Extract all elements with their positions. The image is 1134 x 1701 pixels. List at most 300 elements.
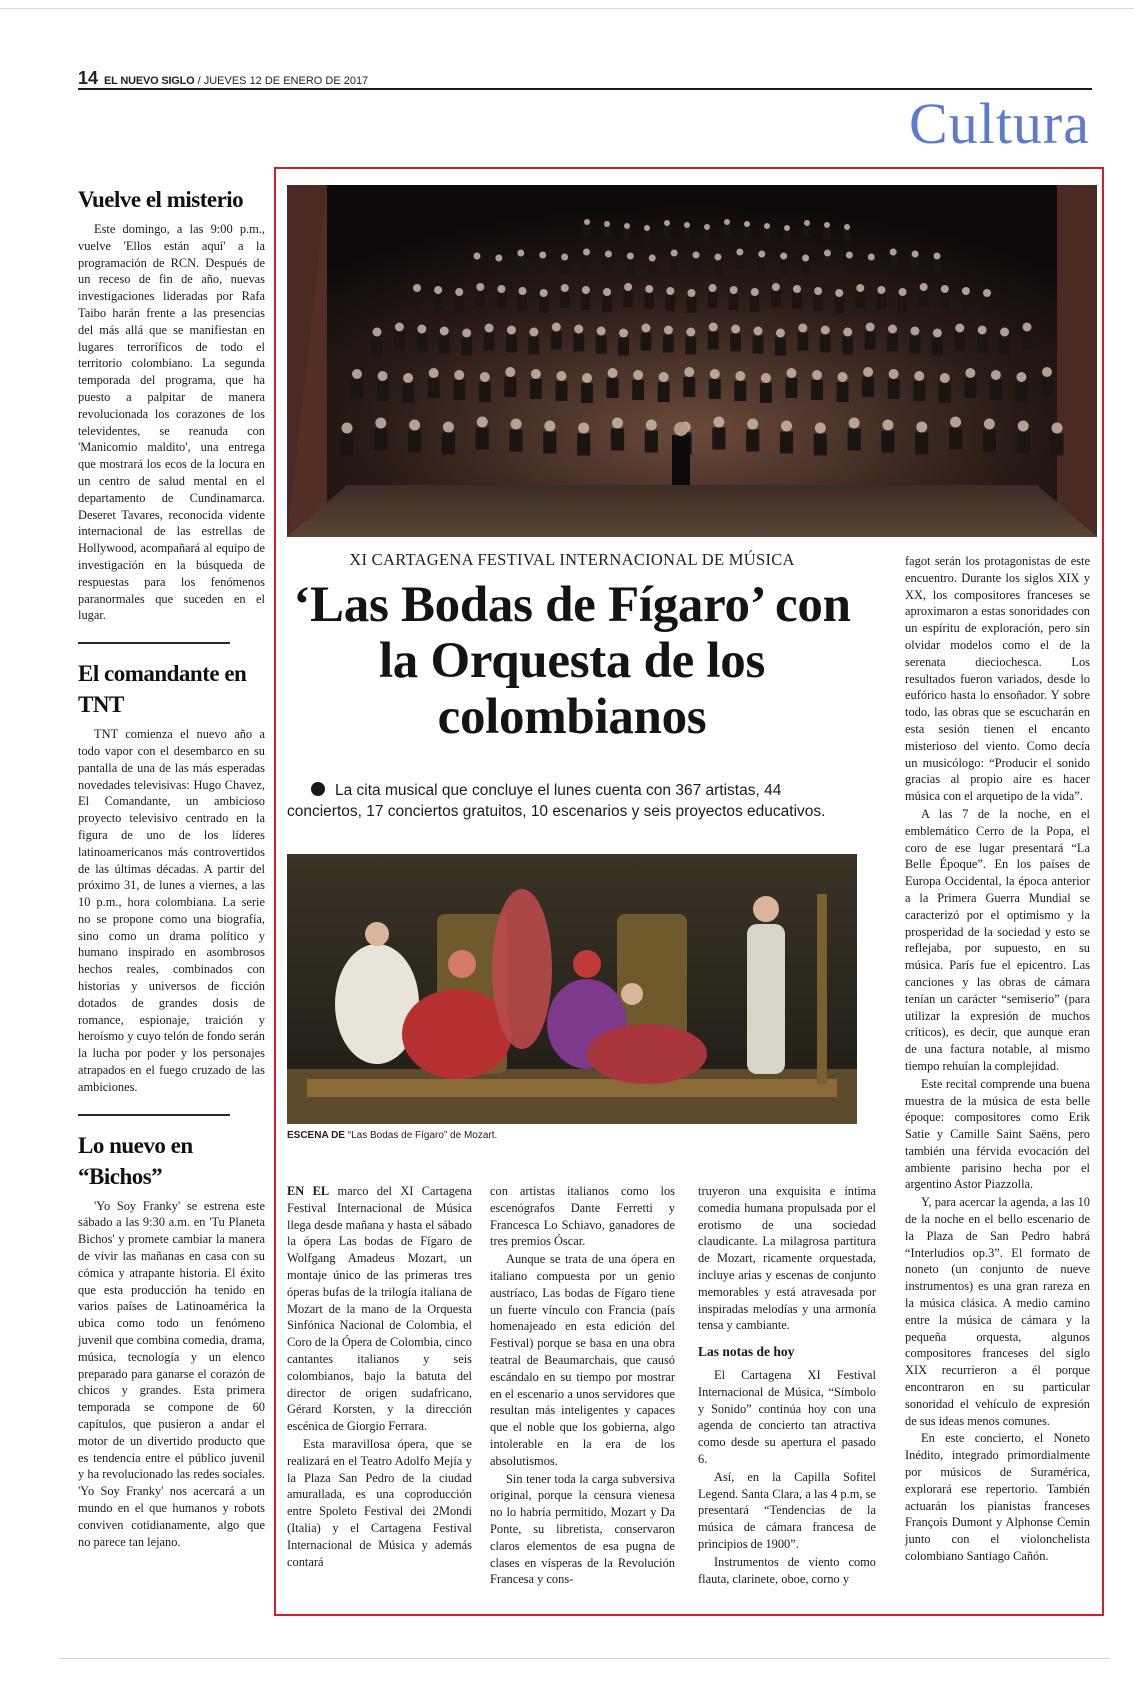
- musician-figure: [898, 296, 908, 312]
- musician-head: [812, 370, 822, 380]
- musician-figure: [877, 294, 887, 310]
- musician-figure: [663, 335, 674, 353]
- paragraph: Instrumentos de viento como flauta, clarinete, oboe, corno y: [698, 1554, 876, 1586]
- musician-figure: [845, 259, 853, 273]
- musician-head: [403, 373, 413, 383]
- musician-head: [687, 289, 695, 297]
- musician-figure: [632, 380, 644, 400]
- musician-figure: [351, 379, 363, 399]
- musician-head: [664, 326, 673, 335]
- musician-head: [780, 253, 787, 260]
- musician-head: [693, 252, 700, 259]
- musician-head: [889, 369, 899, 379]
- musician-figure: [1041, 377, 1053, 397]
- musician-head: [440, 327, 449, 336]
- musician-figure: [734, 381, 746, 401]
- page-number: 14: [78, 68, 99, 88]
- musician-head: [1023, 323, 1032, 332]
- brief-body: TNT comienza el nuevo año a todo vapor con el desembarco en su pantalla de una de las más esperadas novedades televisivas: Hugo Chavez, El Comandante, un ambicioso proyecto televisivo centrado en la figura de uno de los líderes latinoamericanos más controvertidos de las últimas décadas. A partir del próximo 31, de lunes a viernes, a las 10 p.m., hora colombiana. La serie no se propone como una biografía, sino como un drama político y humano inspirado en asombrosos hechos reales, combinados con historias y universos de ficción dotados de grandes dosis de romance, espionaje, traición y heroísmo y cuyo telón de fondo serán la lucha por poder y los personajes atrapados en el fuego cruzado de las ambiciones.: [78, 727, 265, 1094]
- musician-figure: [1050, 434, 1063, 456]
- musician-head: [480, 372, 490, 382]
- musician-head: [1018, 421, 1029, 432]
- musician-head: [899, 288, 907, 296]
- musician-figure: [780, 432, 793, 454]
- article-column-1: [287, 1183, 472, 1570]
- article-deck: [287, 780, 857, 822]
- brief-lo-nuevo-en-bichos: [78, 1130, 265, 1551]
- musician-figure: [915, 433, 928, 455]
- musician-head: [781, 421, 792, 432]
- musician-figure: [982, 297, 992, 313]
- musician-head: [686, 328, 695, 337]
- musician-figure: [687, 297, 697, 313]
- musician-figure: [573, 334, 584, 352]
- musician-head: [574, 325, 583, 334]
- musician-figure: [412, 292, 422, 308]
- musician-figure: [618, 338, 629, 356]
- musician-figure: [708, 292, 718, 308]
- musician-head: [776, 329, 785, 338]
- musician-figure: [750, 296, 760, 312]
- musician-figure: [1022, 332, 1033, 350]
- musician-head: [735, 371, 745, 381]
- orchestra-photo: [287, 185, 1097, 537]
- musician-figure: [881, 431, 894, 453]
- musician-figure: [611, 429, 624, 451]
- musician-figure: [862, 377, 874, 397]
- musician-head: [485, 324, 494, 333]
- musician-figure: [940, 293, 950, 309]
- musician-head: [645, 285, 653, 293]
- musician-figure: [888, 379, 900, 399]
- musician-figure: [708, 332, 719, 350]
- musician-head: [704, 224, 710, 230]
- musician-head: [443, 422, 454, 433]
- musician-head: [477, 417, 488, 428]
- musician-figure: [408, 431, 421, 453]
- musician-figure: [1017, 432, 1030, 454]
- musician-head: [684, 367, 694, 377]
- musician-figure: [560, 261, 568, 275]
- musician-head: [633, 370, 643, 380]
- musician-figure: [518, 295, 528, 311]
- musician-head: [843, 328, 852, 337]
- musician-figure: [461, 338, 472, 356]
- opera-scene-photo: [287, 854, 857, 1124]
- musician-head: [495, 255, 502, 262]
- musician-head: [802, 255, 809, 262]
- musician-figure: [785, 378, 797, 398]
- orchestra-photo-image: [287, 185, 1097, 537]
- musician-figure: [454, 296, 464, 312]
- paragraph: Sin tener toda la carga subversiva original, porque la censura vienesa no lo habría permitido, Mozart y Da Ponte, su libretista, conservaron claros elementos de esa pugna de clases en vísperas de la Revolución Francesa y cons-: [490, 1471, 675, 1587]
- brief-separator: [78, 1114, 230, 1116]
- musician-figure: [949, 428, 962, 450]
- musician-figure: [743, 227, 750, 239]
- musician-figure: [933, 260, 941, 274]
- musician-head: [582, 373, 592, 383]
- musician-head: [709, 284, 717, 292]
- musician-figure: [867, 261, 875, 275]
- musician-figure: [476, 428, 489, 450]
- musician-head: [373, 328, 382, 337]
- musician-figure: [848, 429, 861, 451]
- musician-figure: [644, 293, 654, 309]
- musician-figure: [856, 292, 866, 308]
- musician-head: [605, 251, 612, 258]
- musician-head: [476, 283, 484, 291]
- musician-head: [666, 287, 674, 295]
- musician-head: [619, 329, 628, 338]
- musician-head: [920, 283, 928, 291]
- musician-figure: [983, 430, 996, 452]
- musician-head: [758, 251, 765, 258]
- musician-figure: [837, 382, 849, 402]
- paragraph: El Cartagena XI Festival Internacional de Música, “Símbolo y Sonido” continúa hoy con una agenda de concierto tan atractiva como desde su apertura el pasado 6.: [698, 1367, 876, 1466]
- musician-figure: [723, 225, 730, 237]
- musician-figure: [623, 229, 630, 241]
- musician-head: [624, 283, 632, 291]
- musician-figure: [539, 259, 547, 273]
- musician-head: [644, 225, 650, 231]
- musician-figure: [771, 291, 781, 307]
- musician-figure: [1015, 382, 1027, 402]
- musician-figure: [709, 379, 721, 399]
- musician-head: [583, 249, 590, 256]
- musician-figure: [377, 381, 389, 401]
- musician-figure: [603, 227, 610, 239]
- musician-head: [991, 370, 1001, 380]
- musician-head: [824, 250, 831, 257]
- lead-in: EN EL: [287, 1184, 330, 1198]
- musician-figure: [797, 333, 808, 351]
- musician-figure: [712, 428, 725, 450]
- musician-head: [434, 286, 442, 294]
- musician-figure: [476, 291, 486, 307]
- musician-head: [627, 253, 634, 260]
- musician-head: [910, 327, 919, 336]
- musician-figure: [913, 381, 925, 401]
- musician-figure: [506, 335, 517, 353]
- musician-head: [664, 220, 670, 226]
- musician-figure: [813, 295, 823, 311]
- musician-head: [772, 283, 780, 291]
- musician-figure: [604, 258, 612, 272]
- musician-head: [556, 371, 566, 381]
- musician-head: [815, 423, 826, 434]
- musician-figure: [495, 262, 503, 276]
- musician-head: [890, 249, 897, 256]
- musician-head: [751, 288, 759, 296]
- caption-text: “Las Bodas de Fígaro” de Mozart.: [344, 1130, 498, 1141]
- paragraph: fagot serán los protagonistas de este encuentro. Durante los siglos XIX y XX, los compositores franceses se aproximaron a estas sonoridades con un espíritu de exploración, pero sin olvidar modelos como el de la serenata dieciochesca. Los resultados fueron variados, desde lo eufórico hasta lo ensoñador. Y sobre todo, las obras que se escucharán en esta sesión tienen el encanto misterioso del viento. Como decía un musicólogo: “Producir el sonido gracias al propio aire es hacer música con el arquetipo de la vida”.: [905, 554, 1090, 804]
- musician-head: [849, 418, 860, 429]
- musician-head: [507, 326, 516, 335]
- musician-figure: [582, 256, 590, 270]
- musician-figure: [919, 291, 929, 307]
- musician-head: [561, 284, 569, 292]
- musician-figure: [911, 258, 919, 272]
- musician-head: [710, 369, 720, 379]
- musician-figure: [746, 430, 759, 452]
- musician-figure: [530, 379, 542, 399]
- musician-figure: [736, 256, 744, 270]
- musician-head: [539, 252, 546, 259]
- musician-head: [497, 285, 505, 293]
- caption-lead: ESCENA DE: [287, 1130, 345, 1141]
- musician-figure: [641, 333, 652, 351]
- musician-head: [868, 254, 875, 261]
- musician-head: [882, 420, 893, 431]
- musician-head: [352, 369, 362, 379]
- musician-head: [429, 368, 439, 378]
- musician-head: [978, 326, 987, 335]
- musician-head: [863, 367, 873, 377]
- musician-head: [455, 288, 463, 296]
- musician-head: [793, 285, 801, 293]
- musician-figure: [834, 297, 844, 313]
- musician-figure: [340, 434, 353, 456]
- musician-figure: [814, 434, 827, 456]
- musician-head: [713, 417, 724, 428]
- musician-head: [736, 249, 743, 256]
- musician-figure: [683, 377, 695, 397]
- musician-figure: [394, 332, 405, 350]
- musician-head: [709, 323, 718, 332]
- musician-figure: [602, 296, 612, 312]
- musician-head: [914, 371, 924, 381]
- brief-title: El comandante en TNT: [78, 661, 247, 718]
- deck-text: La cita musical que concluye el lunes cuenta con 367 artistas, 44 conciertos, 17 conciertos gratuitos, 10 escenarios y seis proyectos educativos.: [287, 782, 826, 820]
- top-edge-rule: [0, 8, 1134, 9]
- musician-head: [1042, 367, 1052, 377]
- paragraph: Este recital comprende una buena muestra de la música de esta belle époque: compositores como Erik Satie y Camille Saint Saëns, pero también una férvida evocación del ambiente parisino hecha por el argentino Astor Piazzolla.: [905, 1076, 1090, 1192]
- musician-head: [603, 288, 611, 296]
- musician-figure: [626, 260, 634, 274]
- musician-head: [1016, 372, 1026, 382]
- musician-head: [561, 254, 568, 261]
- musician-head: [378, 371, 388, 381]
- musician-head: [786, 368, 796, 378]
- musician-figure: [692, 259, 700, 273]
- musician-head: [940, 373, 950, 383]
- musician-head: [714, 254, 721, 261]
- musician-figure: [954, 333, 965, 351]
- musician-figure: [775, 338, 786, 356]
- musician-figure: [543, 432, 556, 454]
- musician-figure: [453, 380, 465, 400]
- musician-head: [784, 225, 790, 231]
- musician-head: [747, 419, 758, 430]
- musician-figure: [623, 291, 633, 307]
- musician-figure: [999, 337, 1010, 355]
- musician-head: [395, 323, 404, 332]
- musician-figure: [760, 383, 772, 403]
- musician-figure: [555, 381, 567, 401]
- musician-head: [983, 289, 991, 297]
- musician-figure: [583, 225, 590, 237]
- musician-figure: [439, 336, 450, 354]
- musician-figure: [560, 292, 570, 308]
- musician-head: [505, 367, 515, 377]
- musician-figure: [730, 334, 741, 352]
- musician-figure: [607, 378, 619, 398]
- musician-head: [517, 250, 524, 257]
- brief-title: Lo nuevo en “Bichos”: [78, 1132, 193, 1189]
- musician-figure: [961, 295, 971, 311]
- musician-head: [934, 253, 941, 260]
- musician-head: [646, 420, 657, 431]
- musician-head: [684, 222, 690, 228]
- paragraph: Aunque se trata de una ópera en italiano compuesta por un genio austríaco, Las bodas de Fígaro tiene un fuerte vínculo con Francia (país homenajeado en esta edición del Festival) porque se basa en una obra teatral de Beaumarchais, que causó escándalo en su tiempo por mostrar en el escenario a unos servidores que resultan más inteligentes y capaces que el noble que los gobierna, algo intolerable en la era de los absolutismos.: [490, 1252, 675, 1468]
- musician-figure: [779, 260, 787, 274]
- musician-figure: [820, 335, 831, 353]
- musician-head: [584, 219, 590, 225]
- brief-separator: [78, 642, 230, 644]
- musician-head: [417, 325, 426, 334]
- musician-head: [578, 423, 589, 434]
- musician-figure: [843, 230, 850, 242]
- musician-figure: [758, 258, 766, 272]
- musician-figure: [685, 337, 696, 355]
- brief-body: 'Yo Soy Franky' se estrena este sábado a las 9:30 a.m. en 'Tu Planeta Bichos' y promete cambiar la manera de vivir las mañanas en casa con su cómica y atrapante historia. El éxito que esta producción ha tenido en varios países de Latinoamérica la ubica como todo un fenómeno juvenil que combina comedia, drama, música, tecnología y un elenco preparado para ganarse el corazón de chicos y grandes. Esta primera temporada se compone de 60 capítulos, que pusieron a andar el motor de un divertido producto que es tendencia entre el público juvenil y ha revolucionado las redes sociales. 'Yo Soy Franky' nos acercará a un mundo en el que humanos y robots conviven cotidianamente, algo que no parece tan lejano.: [78, 1198, 265, 1549]
- musician-head: [764, 223, 770, 229]
- musician-figure: [823, 257, 831, 271]
- paragraph: A las 7 de la noche, en el emblemático Cerro de la Popa, el coro de ese lugar presentará “La Belle Époque”. En los países de Europa Occidental, la época anterior a la Primera Guerra Mundial se caracterizó por el optimismo y la prosperidad de la sociedad y esto se reflejaba, por supuesto, en su música. París fue el epicentro. Las canciones y las obras de cámara tenían un carácter “semiserio” (para utilizar la expresión de muchos críticos), es decir, que aunque eran de una factura notable, al mismo tiempo rehuían la complejidad.: [905, 806, 1090, 1073]
- musician-figure: [889, 256, 897, 270]
- musician-figure: [648, 262, 656, 276]
- musician-head: [342, 423, 353, 434]
- musician-head: [1052, 423, 1063, 434]
- musician-figure: [792, 293, 802, 309]
- musician-head: [962, 287, 970, 295]
- musician-figure: [402, 383, 414, 403]
- folio-line: [78, 68, 368, 89]
- musician-head: [540, 289, 548, 297]
- musician-figure: [433, 294, 443, 310]
- musician-head: [888, 325, 897, 334]
- musician-figure: [374, 429, 387, 451]
- musician-head: [912, 251, 919, 258]
- musician-figure: [416, 334, 427, 352]
- musician-figure: [823, 228, 830, 240]
- musician-figure: [990, 380, 1002, 400]
- article-column-2: [490, 1183, 675, 1588]
- date-line: / JUEVES 12 DE ENERO DE 2017: [197, 75, 369, 87]
- musician-figure: [484, 333, 495, 351]
- musician-figure: [581, 294, 591, 310]
- musician-head: [844, 224, 850, 230]
- musician-head: [731, 325, 740, 334]
- musician-head: [933, 329, 942, 338]
- musician-head: [984, 419, 995, 430]
- musician-figure: [497, 293, 507, 309]
- musician-head: [856, 284, 864, 292]
- musician-figure: [932, 338, 943, 356]
- musician-head: [730, 286, 738, 294]
- section-title: Cultura: [909, 91, 1090, 156]
- musician-figure: [803, 226, 810, 238]
- musician-head: [375, 418, 386, 429]
- brief-body: Este domingo, a las 9:00 p.m., vuelve 'Ellos están aquí' a la programación de RCN. Después de un receso de fin de año, nuevas investigaciones lideradas por Rafa Taibo harán frente a las presencias del más allá que se manifiestan en lugares terroríficos de todo el territorio colombiano. La segunda temporada del programa, que ha puesto a palpitar de manera revolucionada los corazones de los televidentes, se reanuda con 'Manicomio maldito', una entrega que mostrará los ecos de la locura en un centro de salud mental en el departamento de Cundinamarca. Deseret Tavares, reconocida vidente internacional de las estrellas de Hollywood, acompañará al equipo de investigación en la búsqueda de respuestas para los fenómenos paranormales que suceden en el lugar.: [78, 222, 265, 623]
- article-headline: ‘Las Bodas de Fígaro’ con la Orquesta de los colombianos: [293, 577, 851, 745]
- musician-head: [835, 289, 843, 297]
- musician-figure: [977, 335, 988, 353]
- musician-figure: [663, 226, 670, 238]
- musician-figure: [670, 257, 678, 271]
- article-column-3: [698, 1183, 876, 1587]
- paragraph: Y, para acercar la agenda, a las 10 de la noche en el bello escenario de la Plaza de San Pedro habrá “Interludios op.3”. El formato de noneto (un conjunto de nueve instrumentos) es una gran rareza en la música clásica. A medio camino entre la música de cámara y la pequeña orquesta, algunos compositores franceses del siglo XIX recurrieron a él porque encontraron en su particular sonoridad el vehículo de expresión de sus ideas menos comunes.: [905, 1195, 1090, 1428]
- musician-head: [846, 252, 853, 259]
- musician-head: [409, 420, 420, 431]
- musician-head: [511, 419, 522, 430]
- paragraph: [287, 1183, 472, 1435]
- musician-figure: [763, 229, 770, 241]
- musician-figure: [504, 377, 516, 397]
- paragraph: Esta maravillosa ópera, que se realizará en el Teatro Adolfo Mejía y la Plaza San Pedro de la ciudad amurallada, es una coproducción entre Spoleto Festival dei 2Mondi (Italia) y el Cartagena Festival Internacional de Música y además contará: [287, 1436, 472, 1569]
- musician-figure: [577, 434, 590, 456]
- musician-figure: [442, 433, 455, 455]
- musician-figure: [428, 378, 440, 398]
- musician-figure: [551, 332, 562, 350]
- musician-head: [529, 328, 538, 337]
- musician-head: [754, 327, 763, 336]
- brief-vuelve-el-misterio: [78, 184, 265, 624]
- musician-head: [824, 222, 830, 228]
- musician-head: [454, 370, 464, 380]
- musician-figure: [666, 295, 676, 311]
- paragraph: truyeron una exquisita e íntima comedia humana propulsada por el erotismo de una sociedad claudicante. La milagrosa partitura de Mozart, ricamente orquestada, incluye arias y escenas de conjunto memorables y está atravesada por inspiradas melodías y una armonía tensa y cambiante.: [698, 1184, 876, 1333]
- musician-head: [531, 369, 541, 379]
- musician-head: [519, 287, 527, 295]
- musician-head: [761, 373, 771, 383]
- musician-figure: [596, 336, 607, 354]
- musician-head: [955, 324, 964, 333]
- musician-figure: [473, 260, 481, 274]
- musician-head: [582, 286, 590, 294]
- bottom-edge-rule: [60, 1658, 1110, 1659]
- musician-figure: [729, 294, 739, 310]
- musician-figure: [703, 230, 710, 242]
- musician-figure: [783, 231, 790, 243]
- musician-head: [474, 253, 481, 260]
- article-column-4: [905, 553, 1090, 1565]
- musician-head: [744, 221, 750, 227]
- musician-figure: [939, 383, 951, 403]
- musician-head: [649, 255, 656, 262]
- photo-caption: [287, 1130, 857, 1141]
- musician-head: [641, 324, 650, 333]
- paragraph: con artistas italianos como los escenógrafos Dante Ferretti y Francesca Lo Schiavo, ganadores de tres premios Óscar.: [490, 1184, 675, 1249]
- sidebar-briefs: [78, 184, 265, 1550]
- brief-title: Vuelve el misterio: [78, 187, 244, 212]
- musician-head: [916, 422, 927, 433]
- musician-head: [950, 417, 961, 428]
- musician-head: [597, 327, 606, 336]
- musician-figure: [479, 382, 491, 402]
- musician-figure: [509, 430, 522, 452]
- musician-head: [1000, 328, 1009, 337]
- musician-head: [552, 323, 561, 332]
- musician-figure: [539, 297, 549, 313]
- musician-head: [798, 324, 807, 333]
- brief-el-comandante: [78, 658, 265, 1096]
- musician-figure: [372, 337, 383, 355]
- paper-name: EL NUEVO SIGLO: [104, 75, 195, 87]
- musician-head: [671, 250, 678, 257]
- musician-figure: [643, 231, 650, 243]
- opera-scene-image: [287, 854, 857, 1124]
